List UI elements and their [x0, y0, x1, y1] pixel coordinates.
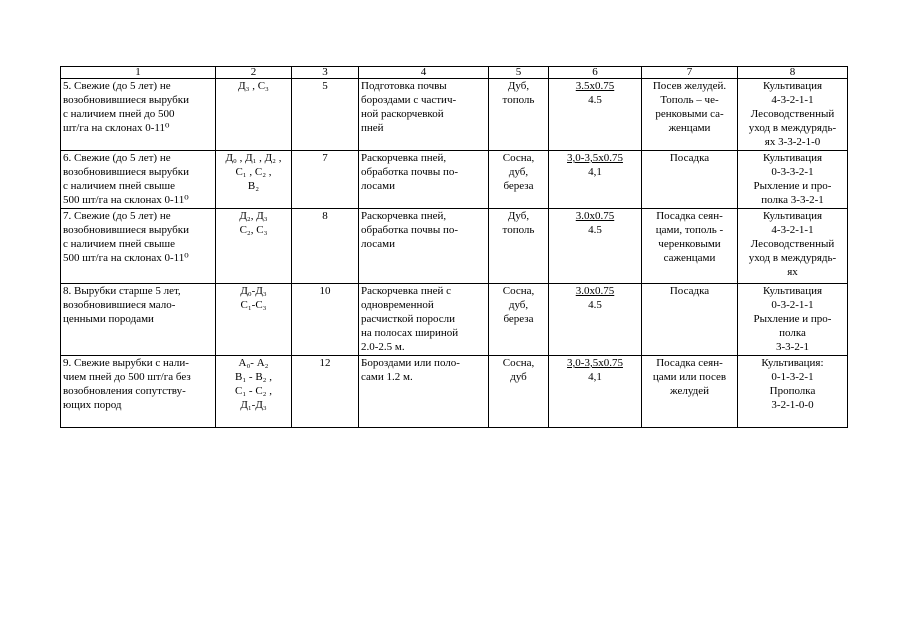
cell-line: 6. Свежие (до 5 лет) не	[63, 152, 171, 164]
cell-line: обработка почвы по-	[361, 224, 459, 236]
spacing-value: 3,0-3,5х0.75	[567, 152, 623, 164]
cell-line: тополь	[502, 224, 535, 236]
cell-line: 0-1-3-2-1	[771, 371, 814, 383]
cell-soil-preparation	[359, 356, 489, 428]
cell-line: Посадка	[669, 285, 710, 297]
spacing-fraction	[551, 151, 639, 179]
cell-line: 500 шт/га на склонах 0-11⁰	[63, 194, 189, 206]
cell-line: с наличием пней до 500	[63, 108, 175, 120]
cell-line: Лесоводственный	[750, 108, 835, 120]
cell-line: С₁-С₃	[240, 299, 267, 311]
header-cell-1: 1	[61, 67, 216, 79]
cell-line: 0-3-2-1-1	[771, 299, 814, 311]
row-number: 7	[322, 152, 328, 164]
cell-soil-preparation	[359, 284, 489, 356]
cell-line: с наличием пней свыше	[63, 238, 175, 250]
cell-line: возобновившиеся вырубки	[63, 224, 189, 236]
forest-regeneration-table	[60, 66, 848, 428]
cell-line: С₁ - С₂ ,	[234, 385, 272, 397]
cell-line: Раскорчевка пней,	[361, 210, 447, 222]
cell-line: Тополь – че-	[660, 94, 719, 106]
cell-line: Сосна,	[502, 357, 535, 369]
cell-line: ной раскорчевкой	[361, 108, 444, 120]
row-number: 10	[319, 285, 331, 297]
cell-line: сами 1.2 м.	[361, 371, 413, 383]
cell-line: цами, тополь -	[655, 224, 724, 236]
cell-line: Культивация	[762, 210, 823, 222]
table-row	[61, 79, 848, 151]
cell-line: береза	[503, 180, 534, 192]
row-number: 12	[319, 357, 331, 369]
cell-care	[738, 209, 848, 284]
table-body	[61, 79, 848, 428]
cell-line: С₁ , С₂ ,	[235, 166, 272, 178]
cell-line: уход в междурядь-	[748, 122, 837, 134]
cell-line: 8. Вырубки старше 5 лет,	[63, 285, 181, 297]
cell-line: Бороздами или поло-	[361, 357, 460, 369]
cell-care	[738, 356, 848, 428]
spacing-value: 3,0-3,5х0.75	[567, 357, 623, 369]
cell-species	[489, 284, 549, 356]
cell-spacing	[549, 151, 642, 209]
cell-line: возобновления сопутству-	[63, 385, 186, 397]
cell-line: 4-3-2-1-1	[771, 224, 814, 236]
header-cell-7: 7	[642, 67, 738, 79]
cell-line: Д₂, Д₃	[239, 210, 268, 222]
cell-line: Раскорчевка пней с	[361, 285, 451, 297]
cell-line: лосами	[361, 238, 396, 250]
cell-site-type	[216, 79, 292, 151]
cell-site-type	[216, 284, 292, 356]
row-number: 5	[322, 80, 328, 92]
cell-line: обработка почвы по-	[361, 166, 459, 178]
cell-line: Посев желудей.	[652, 80, 727, 92]
cell-line: 0-3-3-2-1	[771, 166, 814, 178]
header-cell-2: 2	[216, 67, 292, 79]
cell-spacing	[549, 284, 642, 356]
cell-line: Сосна,	[502, 152, 535, 164]
header-cell-4: 4	[359, 67, 489, 79]
cell-line: чием пней до 500 шт/га без	[63, 371, 191, 383]
cell-species	[489, 209, 549, 284]
cell-line: женцами	[668, 122, 711, 134]
cell-line: черенковыми	[658, 238, 721, 250]
cell-line: ях	[787, 266, 798, 278]
cell-soil-preparation	[359, 79, 489, 151]
cell-care	[738, 79, 848, 151]
cell-line: пней	[361, 122, 384, 134]
cell-method	[642, 209, 738, 284]
cell-line: дуб,	[508, 299, 529, 311]
cell-line: дуб	[510, 371, 527, 383]
cell-line: возобновившиеся вырубки	[63, 94, 189, 106]
spacing-rows-value: 4.5	[588, 94, 602, 106]
spacing-value: 3.5х0.75	[575, 80, 615, 92]
cell-line: полка	[779, 327, 806, 339]
cell-line: возобновившиеся мало-	[63, 299, 176, 311]
spacing-rows-value: 4,1	[588, 371, 602, 383]
cell-line: Культивация:	[761, 357, 824, 369]
cell-line: Посадка	[669, 152, 710, 164]
cell-number	[292, 284, 359, 356]
cell-site-type	[216, 209, 292, 284]
cell-cutting-type	[61, 79, 216, 151]
cell-line: В₁ - В₂ ,	[234, 371, 272, 383]
spacing-value: 3.0х0.75	[575, 210, 615, 222]
cell-line: 5. Свежие (до 5 лет) не	[63, 80, 171, 92]
cell-line: на полосах шириной	[361, 327, 459, 339]
cell-line: Д₀-Д₃	[240, 285, 267, 297]
cell-line: 3-2-1-0-0	[771, 399, 814, 411]
cell-line: береза	[503, 313, 534, 325]
cell-line: Дуб,	[507, 80, 530, 92]
cell-line: бороздами с частич-	[361, 94, 457, 106]
cell-care	[738, 151, 848, 209]
cell-line: возобновившиеся вырубки	[63, 166, 189, 178]
table-header	[61, 67, 848, 79]
cell-line: одновременной	[361, 299, 434, 311]
cell-cutting-type	[61, 284, 216, 356]
header-cell-5: 5	[489, 67, 549, 79]
row-number: 8	[322, 210, 328, 222]
cell-line: 7. Свежие (до 5 лет) не	[63, 210, 171, 222]
cell-care	[738, 284, 848, 356]
cell-line: Культивация	[762, 285, 823, 297]
cell-line: В₂	[247, 180, 260, 192]
cell-line: А₀- А₂	[238, 357, 269, 369]
spacing-fraction	[551, 356, 639, 384]
cell-line: уход в междурядь-	[748, 252, 837, 264]
cell-line: Д₃ , С₃	[238, 80, 269, 92]
cell-line: 9. Свежие вырубки с нали-	[63, 357, 189, 369]
cell-number	[292, 79, 359, 151]
header-row	[61, 67, 848, 79]
cell-line: ценными породами	[63, 313, 154, 325]
cell-cutting-type	[61, 151, 216, 209]
table-row	[61, 284, 848, 356]
cell-site-type	[216, 151, 292, 209]
cell-line: Посадка сеян-	[656, 210, 723, 222]
cell-line: шт/га на склонах 0-11⁰	[63, 122, 170, 134]
header-cell-8: 8	[738, 67, 848, 79]
header-cell-3: 3	[292, 67, 359, 79]
cell-line: Д₀ , Д₁ , Д₂ ,	[225, 152, 282, 164]
spacing-fraction	[551, 284, 639, 312]
spacing-value: 3.0х0.75	[575, 285, 615, 297]
cell-line: Дуб,	[507, 210, 530, 222]
cell-cutting-type	[61, 209, 216, 284]
cell-line: саженцами	[663, 252, 716, 264]
cell-line: расчисткой поросли	[361, 313, 455, 325]
cell-line: ях 3-3-2-1-0	[764, 136, 821, 148]
spacing-rows-value: 4,1	[588, 166, 602, 178]
cell-soil-preparation	[359, 209, 489, 284]
spacing-fraction	[551, 209, 639, 237]
cell-cutting-type	[61, 356, 216, 428]
cell-method	[642, 151, 738, 209]
cell-number	[292, 209, 359, 284]
cell-line: лосами	[361, 180, 396, 192]
cell-number	[292, 356, 359, 428]
cell-line: Лесоводственный	[750, 238, 835, 250]
cell-species	[489, 79, 549, 151]
cell-line: 2.0-2.5 м.	[361, 341, 405, 353]
cell-line: ющих пород	[63, 399, 122, 411]
cell-spacing	[549, 209, 642, 284]
cell-spacing	[549, 356, 642, 428]
cell-spacing	[549, 79, 642, 151]
cell-line: Рыхление и про-	[753, 180, 832, 192]
cell-line: с наличием пней свыше	[63, 180, 175, 192]
cell-soil-preparation	[359, 151, 489, 209]
cell-line: ренковыми са-	[655, 108, 724, 120]
cell-number	[292, 151, 359, 209]
cell-site-type	[216, 356, 292, 428]
cell-line: тополь	[502, 94, 535, 106]
cell-line: 4-3-2-1-1	[771, 94, 814, 106]
cell-species	[489, 151, 549, 209]
spacing-rows-value: 4.5	[588, 299, 602, 311]
cell-method	[642, 284, 738, 356]
cell-line: дуб,	[508, 166, 529, 178]
cell-method	[642, 356, 738, 428]
spacing-rows-value: 4.5	[588, 224, 602, 236]
cell-line: Посадка сеян-	[656, 357, 723, 369]
cell-line: Д₁-Д₃	[240, 399, 267, 411]
cell-line: Культивация	[762, 152, 823, 164]
cell-line: Рыхление и про-	[753, 313, 832, 325]
cell-line: цами или посев	[652, 371, 727, 383]
cell-method	[642, 79, 738, 151]
table-row	[61, 151, 848, 209]
cell-line: 3-3-2-1	[776, 341, 809, 353]
cell-line: Подготовка почвы	[361, 80, 447, 92]
cell-line: Раскорчевка пней,	[361, 152, 447, 164]
header-cell-6: 6	[549, 67, 642, 79]
cell-species	[489, 356, 549, 428]
cell-line: С₂, С₃	[239, 224, 268, 236]
cell-line: Прополка	[769, 385, 816, 397]
cell-line: Сосна,	[502, 285, 535, 297]
table-row	[61, 209, 848, 284]
cell-line: Культивация	[762, 80, 823, 92]
cell-line: полка 3-3-2-1	[761, 194, 824, 206]
cell-line: 500 шт/га на склонах 0-11⁰	[63, 252, 189, 264]
spacing-fraction	[551, 79, 639, 107]
table-row	[61, 356, 848, 428]
cell-line: желудей	[670, 385, 709, 397]
